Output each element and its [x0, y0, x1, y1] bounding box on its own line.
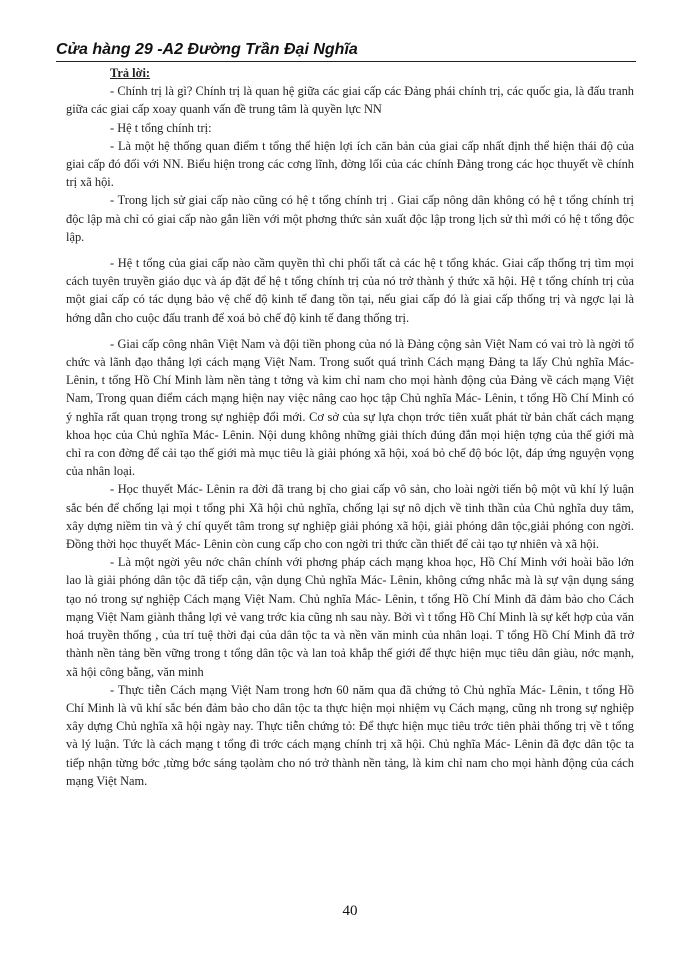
paragraph-working-class: - Giai cấp công nhân Việt Nam và đội tiền phong của nó là Đảng cộng sản Việt Nam có vai trò là ngời tổ chức và lãnh đạo thắng lợi cách mạng Việt Nam. Trong suốt quá trình Cách mạng Đảng ta lấy Chủ nghĩa Mác- Lênin, t tổng Hồ Chí Minh làm nền tảng t tởng và kim chỉ nam cho mọi hành động của Đảng về cách mạng Việt Nam, Trong quan điểm cách mạng hiện nay việc nâng cao học tập Chủ nghĩa Mác- Lênin, t tổng Hồ Chí Minh có ý nghĩa rất quan trọng trong sự nghiệp đổi mới. Cơ sở của sự lựa chọn trớc tiên xuất phát từ bản chất cách mạng khoa học của Chủ nghĩa Mác- Lênin. Nội dung không những giải thích đúng đắn mọi hiện tợng của thế giới mà chỉ ra con đờng để cải tạo thế giới mà mục tiêu là giải phóng xã hội, xoá bỏ chế độ bóc lột, đáp ứng nguyện vọng của nhân loại. [66, 336, 634, 479]
paragraph-definition: - Chính trị là gì? Chính trị là quan hệ giữa các giai cấp các Đảng phái chính trị, các quốc gia, là đấu tranh giữa các giai cấp xoay quanh vấn đề trung tâm là quyền lực NN [66, 84, 634, 117]
answer-body [66, 64, 634, 790]
paragraph-marx-lenin-theory: - Học thuyết Mác- Lênin ra đời đã trang bị cho giai cấp vô sản, cho loài ngời tiến bộ một vũ khí lý luận sắc bén để chống lại mọi t tổng phi Xã hội chủ nghĩa, chống lại sự nô dịch về tinh thần của Chủ nghĩa duy tâm, xây dựng niềm tin và ý chí quyết tâm trong sự nghiệp giải phóng xã hội, giải phóng dân tộc,giải phóng con ngời. Đồng thời học thuyết Mác- Lênin còn cung cấp cho con ngời tri thức cần thiết để cải tạo tự nhiên và xã hội. [66, 482, 634, 552]
answer-label: Trả lời: [110, 66, 151, 80]
paragraph-ideology-system: - Là một hệ thống quan điểm t tổng thể hiện lợi ích căn bản của giai cấp nhất định thể hiện thái độ của giai cấp đó đối với NN. Biểu hiện trong các cơng lĩnh, đờng lối của các chính Đảng trong các học thuyết về chính trị xã hội. [66, 138, 634, 190]
paragraph-ideology-heading: - Hệ t tổng chính trị: [110, 120, 212, 135]
page-header: Cửa hàng 29 -A2 Đường Trần Đại Nghĩa [56, 40, 636, 62]
paragraph-ruling-class: - Hệ t tổng của giai cấp nào cầm quyền thì chi phối tất cả các hệ t tổng khác. Giai cấp thống trị tìm mọi cách tuyên truyền giáo dục và áp đặt để hệ t tổng chính trị của nó trở thành ý thức xã hội. Hệ t tổng chính trị của một giai cấp có tác dụng bảo vệ chế độ kinh tế đang tồn tại, nếu giai cấp đó là giai cấp thống trị và ngợc lại là hớng dẫn cho cuộc đấu tranh để xoá bỏ chế độ kinh tế đang thống trị. [66, 256, 634, 325]
paragraph-ho-chi-minh: - Là một ngời yêu nớc chân chính với phơng pháp cách mạng khoa học, Hồ Chí Minh với hoài bão lớn lao là giải phóng dân tộc đã tiếp cận, vận dụng Chủ nghĩa Mác- Lênin, không cứng nhắc mà là sự vận dụng sáng tạo nó trong sự nghiệp Cách mạng Việt Nam. Chủ nghĩa Mác- Lênin, t tổng Hồ Chí Minh đã đảm bảo cho Cách mạng Việt Nam giành thắng lợi vẻ vang trớc kia cũng nh sau này. Bởi vì t tổng Hồ Chí Minh là sự kết hợp của văn hoá truyền thống , của trí tuệ thời đại của dân tộc ta và nền văn minh của nhân loại. T tổng Hồ Chí Minh đã trở thành nền tảng bền vững trong t tổng dân tộc và lan toả khắp thế giới để thực hiện mục tiêu dân giàu, nớc mạnh, xã hội công bằng, văn minh [66, 555, 634, 679]
paragraph-history: - Trong lịch sử giai cấp nào cũng có hệ t tổng chính trị . Giai cấp nông dân không có hệ t tổng chính trị độc lập mà chỉ có giai cấp nào gắn liền với một phơng thức sản xuất độc lập trong lịch sử thì mới có hệ t tổng độc lập. [66, 193, 634, 244]
page-number: 40 [342, 903, 358, 919]
paragraph-practice: - Thực tiễn Cách mạng Việt Nam trong hơn 60 năm qua đã chứng tỏ Chủ nghĩa Mác- Lênin, t tổng Hồ Chí Minh là vũ khí sắc bén đảm bảo cho dân tộc ta thực hiện mọi nhiệm vụ Cách mạng, cũng nh trong sự nghiệp xây dựng Chủ nghĩa xã hội ngày nay. Thực tiễn chứng tỏ: Để thực hiện mục tiêu trớc tiên phải thống trị về t tổng và lý luận. Tức là cách mạng t tổng đi trớc cách mạng chính trị xã hội. Chủ nghĩa Mác- Lênin đã đợc dân tộc ta tiếp nhận từng bớc ,từng bớc sáng tạolàm cho nó trở thành nền tảng, là kim chỉ nam cho mọi hành động của cách mạng Việt Nam. [66, 682, 634, 788]
